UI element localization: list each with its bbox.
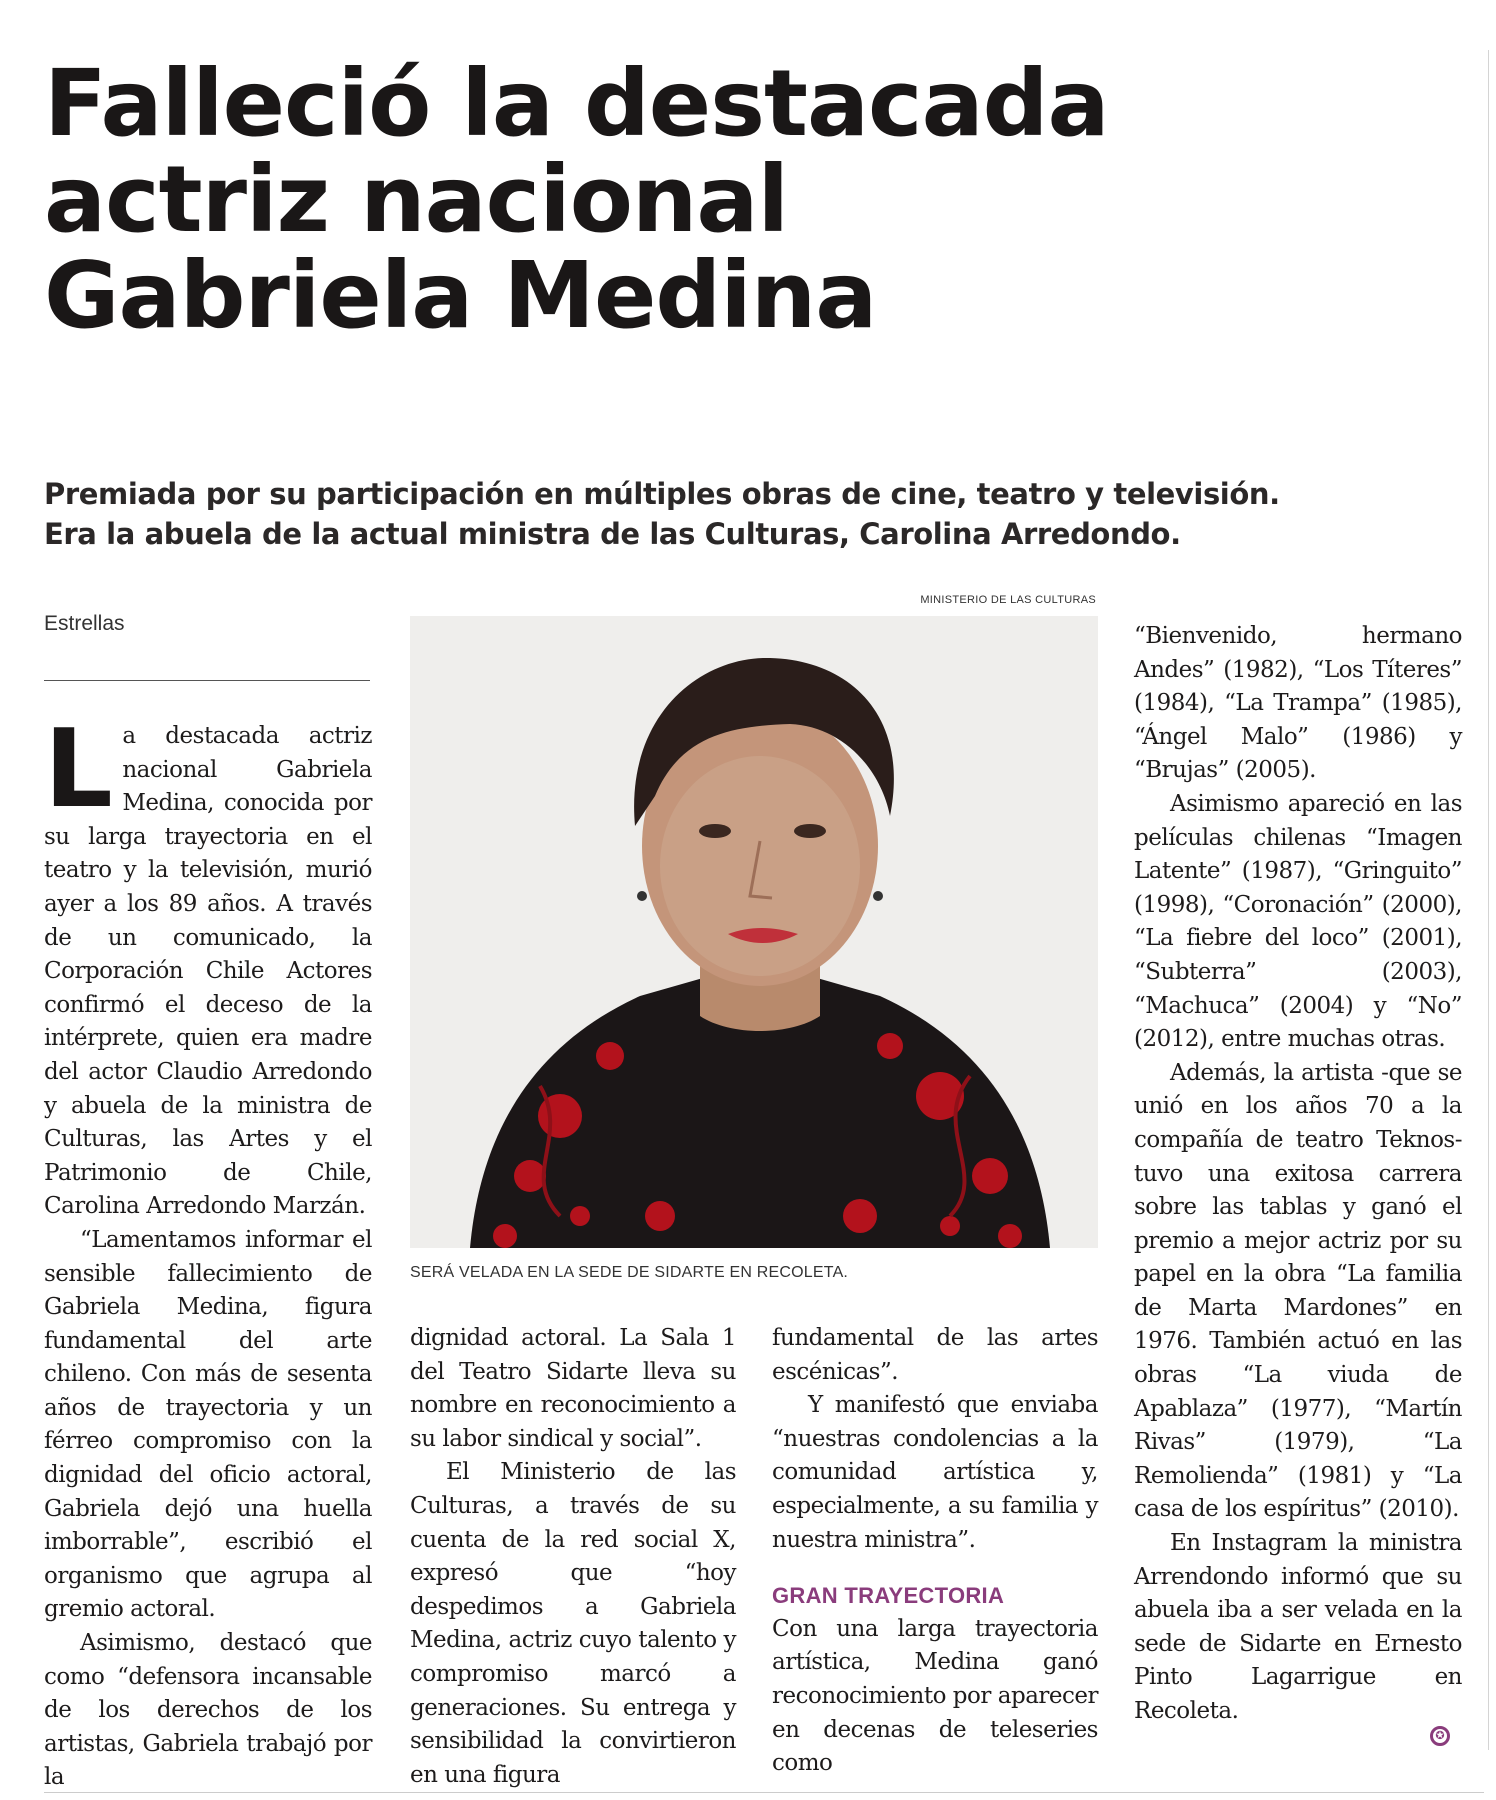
paragraph: El Ministerio de las Culturas, a través de su cuenta de la red social X, expresó que “hoy despedimos a Gabriela Medina, actriz cuyo talento y compromiso marcó a generaciones. Su entrega y sensibilidad la convirtieron en una figura <box>410 1459 736 1788</box>
headline-line-1: Falleció la destacada <box>44 50 1109 157</box>
section-label: Estrellas <box>44 612 125 635</box>
paragraph: “Lamentamos informar el sensible fallecimiento de Gabriela Medina, figura fundamental del arte chileno. Con más de sesenta años de trayectoria y un férreo compromiso con la dignidad del oficio actoral, Gabriela dejó una huella imborrable”, escribió el organismo que agrupa al gremio actoral. <box>44 1226 372 1623</box>
deck <box>44 474 1464 554</box>
article-column-2 <box>410 1322 736 1792</box>
photo-caption: SERÁ VELADA EN LA SEDE DE SIDARTE EN RECOLETA. <box>410 1264 849 1281</box>
headline-line-3: Gabriela Medina <box>44 242 877 349</box>
paragraph: fundamental de las artes escénicas”. <box>772 1325 1098 1385</box>
deck-line-1: Premiada por su participación en múltiples obras de cine, teatro y televisión. <box>44 477 1280 511</box>
paragraph: dignidad actoral. La Sala 1 del Teatro Sidarte lleva su nombre en reconocimiento a su labor sindical y social”. <box>410 1325 736 1452</box>
portrait-photo <box>410 616 1098 1248</box>
headline-line-2: actriz nacional <box>44 146 789 253</box>
headline <box>44 50 1344 349</box>
paragraph: En Instagram la ministra Arrendondo informó que su abuela iba a ser velada en la sede de Sidarte en Ernesto Pinto Lagarrigue en Recoleta. <box>1134 1530 1462 1724</box>
section-divider <box>44 680 370 681</box>
photo-credit: MINISTERIO DE LAS CULTURAS <box>920 594 1096 606</box>
paragraph: Asimismo apareció en las películas chilenas “Imagen Latente” (1987), “Gringuito” (1998), “Coronación” (2000), “La fiebre del loco” (2001), “Subterra” (2003), “Machuca” (2004) y “No” (2012), entre muchas otras. <box>1134 790 1462 1053</box>
paragraph <box>44 707 372 1224</box>
portrait-illustration <box>410 616 1098 1248</box>
paragraph: Además, la artista -que se unió en los años 70 a la compañía de teatro Teknos- tuvo una exitosa carrera sobre las tablas y ganó el premio a mejor actriz por su papel en la obra “La familia de Marta Mardones” en 1976. También actuó en las obras “La viuda de Apablaza” (1977), “Martín Rivas” (1979), “La Remolienda” (1981) y “La casa de los espíritus” (2010). <box>1134 1059 1462 1523</box>
paragraph-text: a destacada actriz nacional Gabriela Medina, conocida por su larga trayectoria en el teatro y la televisión, murió ayer a los 89 años. A través de un comunicado, la Corporación Chile Actores confirmó el deceso de la intérprete, quien era madre del actor Claudio Arredondo y abuela de la ministra de Culturas, las Artes y el Patrimonio de Chile, Carolina Arredondo Marzán. <box>44 723 372 1220</box>
subheading: GRAN TRAYECTORIA <box>772 1583 1005 1609</box>
paragraph: Con una larga trayectoria artística, Medina ganó reconocimiento por aparecer en decenas de teleseries como <box>772 1615 1098 1777</box>
page-edge-rule <box>1488 50 1489 1750</box>
article-column-3 <box>772 1322 1098 1781</box>
paragraph: “Bienvenido, hermano Andes” (1982), “Los Títeres” (1984), “La Trampa” (1985), “Ángel Malo” (1986) y “Brujas” (2005). <box>1134 623 1462 784</box>
page-bottom-rule <box>44 1792 1484 1793</box>
end-mark-icon: ✪ <box>1430 1726 1450 1746</box>
article-column-1 <box>44 707 372 1795</box>
paragraph: Y manifestó que enviaba “nuestras condolencias a la comunidad artística y, especialmente, a su familia y nuestra ministra”. <box>772 1392 1098 1553</box>
paragraph: Asimismo, destacó que como “defensora incansable de los derechos de los artistas, Gabriela trabajó por la <box>44 1630 372 1791</box>
deck-line-2: Era la abuela de la actual ministra de las Culturas, Carolina Arredondo. <box>44 517 1181 551</box>
drop-cap: L <box>44 707 113 832</box>
article-column-4 <box>1134 620 1462 1729</box>
